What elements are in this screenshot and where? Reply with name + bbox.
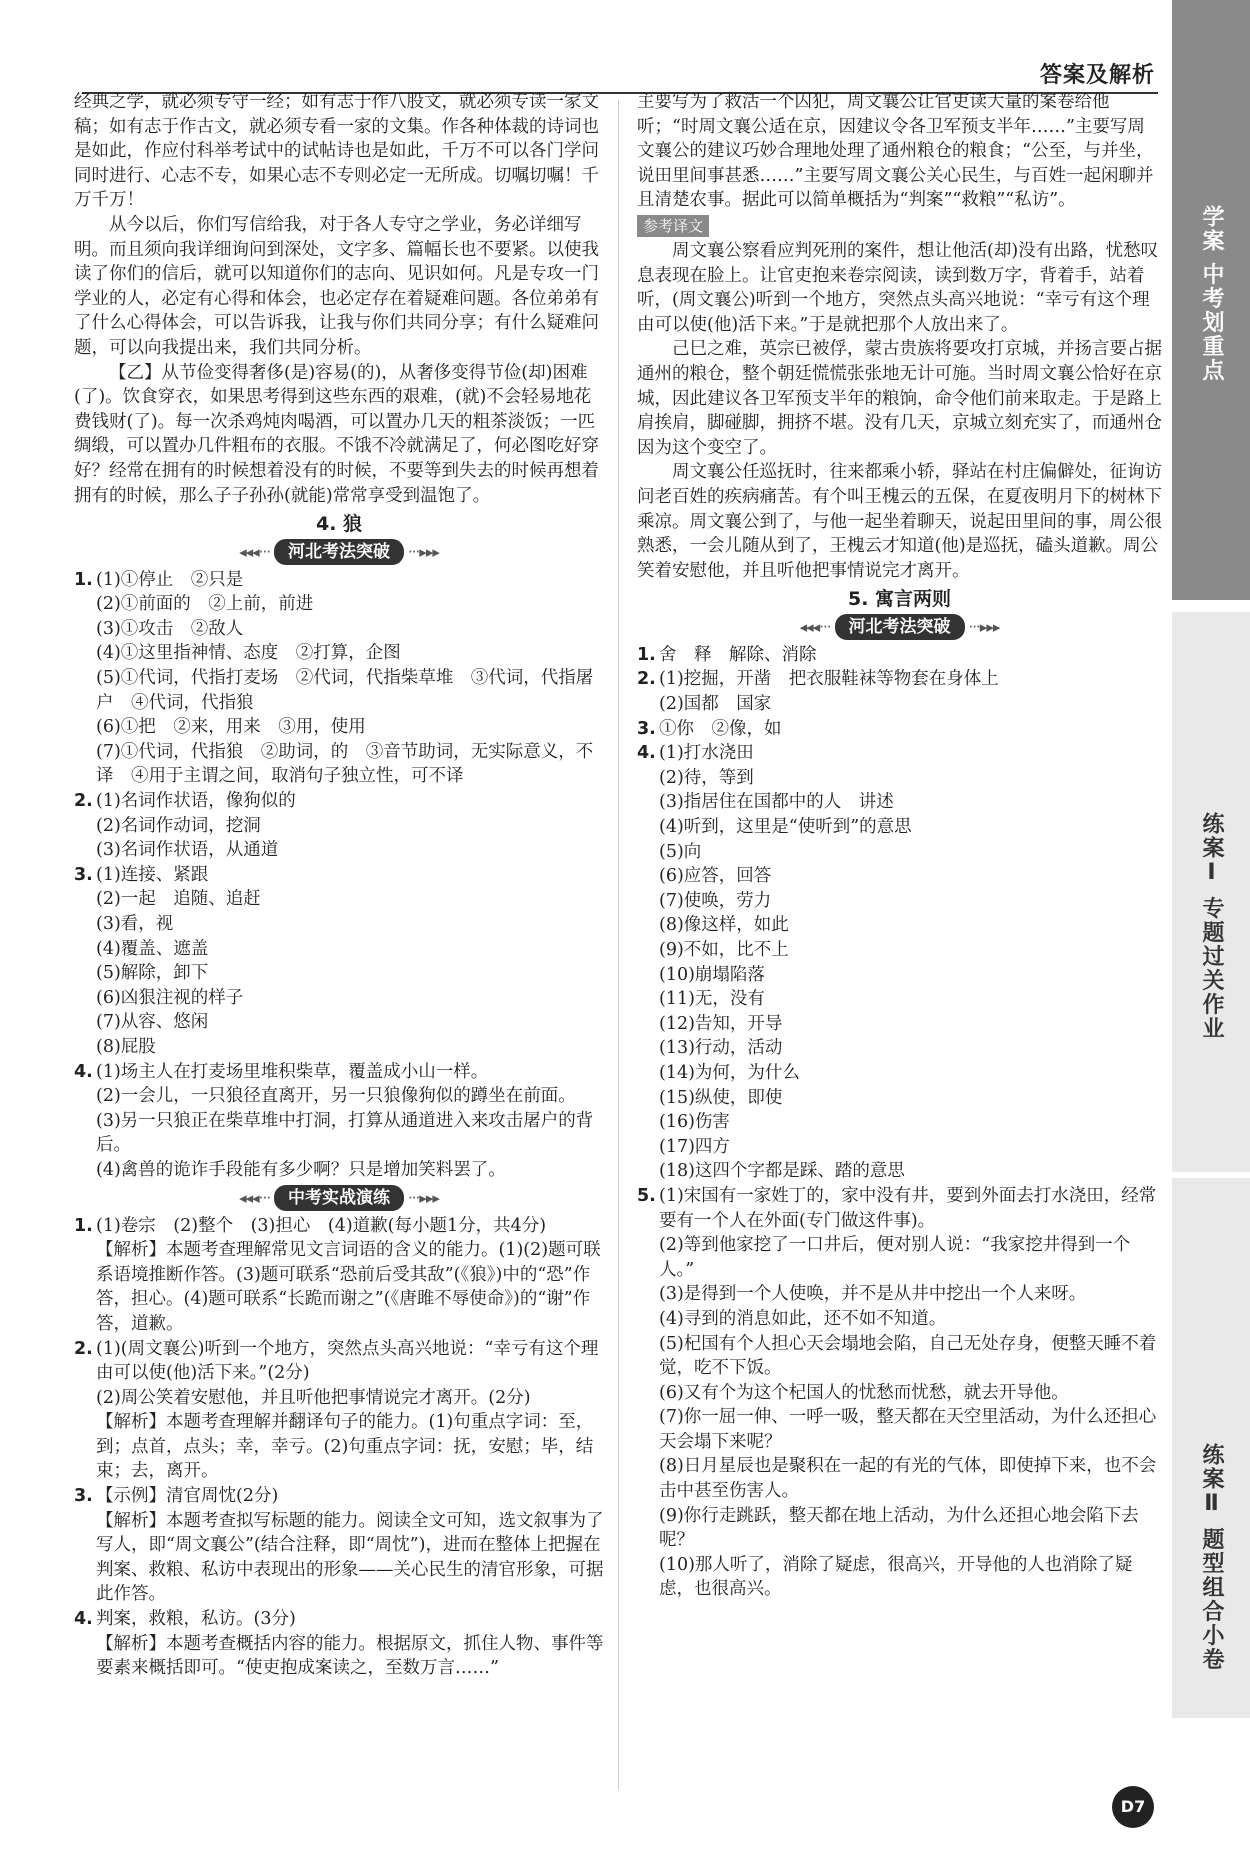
answer-line: (2)待，等到 <box>659 767 754 788</box>
answer-line: (3)名词作状语，从通道 <box>96 840 279 861</box>
translation-tag: 参考译文 <box>637 215 709 237</box>
analysis-continuation: 主要写为了救活一个囚犯，周文襄公让官吏读大量的案卷给他听；“时周文襄公适在京，因建议令各卫军预支半年……”主要写周文襄公的建议巧妙合理地处理了通州粮仓的粮食；“公至，与并坐，说田里间事甚悉……”主要写周文襄公关心民生，与百姓一起闲聊并且清楚农事。据此可以简单概括为“判案”“救粮”“私访”。 <box>637 92 1154 211</box>
answer-line: (3)是得到一个人使唤，并不是从井中挖出一个人来呀。 <box>659 1284 1087 1305</box>
answer-line: (2)①前面的 ②上前，前进 <box>96 594 314 615</box>
answer-number: 2. <box>74 1338 93 1359</box>
answer-line: (6)应答，回答 <box>659 866 772 887</box>
answer-item <box>637 667 1162 716</box>
answer-line: (7)从容、悠闲 <box>96 1012 209 1033</box>
answer-line: (1)挖掘，开凿 把衣服鞋袜等物套在身体上 <box>659 669 999 690</box>
answer-number: 4. <box>74 1061 93 1082</box>
answer-item <box>74 1060 604 1183</box>
answer-line: 判案，救粮，私访。(3分) <box>96 1609 296 1630</box>
answer-number: 1. <box>637 644 656 665</box>
answer-line: (1)名词作状语，像狗似的 <box>96 791 296 812</box>
answer-line: (3)看，视 <box>96 914 174 934</box>
column-divider <box>618 100 619 1790</box>
answer-number: 2. <box>637 669 656 690</box>
answer-line: 【解析】本题考查概括内容的能力。根据原文，抓住人物、事件等要素来概括即可。“使吏抱成案读之，至数万言……” <box>96 1633 604 1679</box>
banner-label: 河北考法突破 <box>274 539 404 565</box>
practice-list <box>74 1214 604 1681</box>
side-tab-practice-1-label: 练案Ⅰ 专题过关作业 <box>1199 812 1224 1041</box>
answer-item <box>74 1337 604 1485</box>
answer-line: (3)另一只狼正在柴草堆中打洞，打算从通道进入来攻击屠户的背后。 <box>96 1110 594 1156</box>
answer-line: 舍 释 解除、消除 <box>659 644 817 665</box>
answer-line: (6)①把 ②来，用来 ③用，使用 <box>96 717 366 738</box>
answer-item <box>74 1607 604 1681</box>
answer-line: (1)宋国有一家姓丁的，家中没有井，要到外面去打水浇田，经常要有一个人在外面(专门做这件事)。 <box>659 1185 1157 1231</box>
answer-number: 1. <box>74 569 93 590</box>
answer-item <box>637 643 1162 668</box>
answer-number: 4. <box>74 1609 93 1630</box>
answer-line: (7)使唤，劳力 <box>659 890 772 911</box>
translation-paragraph: 己巳之难，英宗已被俘，蒙古贵族将要攻打京城，并扬言要占据通州的粮仓，整个朝廷慌慌张张地无计可施。当时周文襄公恰好在京城，因此建议各卫军预支半年的粮饷，命令他们前来取走。于是路上肩挨肩，脚碰脚，拥挤不堪。没有几天，京城立刻充实了，而通州仓因为这个变空了。 <box>637 339 1162 458</box>
side-tab-practice-2[interactable] <box>1172 1178 1250 1718</box>
answer-line: (17)四方 <box>659 1136 730 1157</box>
answer-line: (2)周公笑着安慰他，并且听他把事情说完才离开。(2分) <box>96 1387 531 1408</box>
answer-number: 3. <box>74 1486 93 1507</box>
section-banner: ◂◂◂··· 河北考法突破 ···▸▸▸ <box>74 539 604 565</box>
answer-number: 3. <box>637 718 656 739</box>
answer-line: (4)禽兽的诡诈手段能有多少啊？只是增加笑料罢了。 <box>96 1159 506 1180</box>
answer-line: ①你 ②像，如 <box>659 718 782 739</box>
intro-paragraph: 【乙】从节俭变得奢侈(是)容易(的)，从奢侈变得节俭(却)困难(了)。饮食穿衣，如果思考得到这些东西的艰难，(就)不会轻易地花费钱财(了)。每一次杀鸡炖肉喝酒，可以置办几天的粗茶淡饭；一匹绸缎，可以置办几件粗布的衣服。不饿不冷就满足了，何必图吃好穿好？经常在拥有的时候想着没有的时候，不要等到失去的时候再想着拥有的时候，那么子子孙孙(就能)常常享受到温饱了。 <box>74 362 599 506</box>
answer-line: (15)纵使，即使 <box>659 1087 783 1108</box>
answer-item <box>74 863 604 1060</box>
answer-line: (4)覆盖、遮盖 <box>96 938 209 959</box>
answer-line: (7)①代词，代指狼 ②助词，的 ③音节助词，无实际意义，不译 ④用于主谓之间，取消句子独立性，可不译 <box>96 741 594 787</box>
section-banner: ◂◂◂··· 河北考法突破 ···▸▸▸ <box>637 614 1162 640</box>
answer-item <box>74 1484 604 1607</box>
answer-item <box>637 1184 1162 1602</box>
answer-line: (8)日月星辰也是聚积在一起的有光的气体，即使掉下来，也不会击中甚至伤害人。 <box>659 1456 1157 1502</box>
banner-label: 河北考法突破 <box>835 614 965 640</box>
answer-list <box>637 643 1162 1602</box>
page-number-badge: D7 <box>1112 1786 1154 1828</box>
answer-line: (4)寻到的消息如此，还不如不知道。 <box>659 1308 947 1329</box>
answer-line: (7)你一屈一伸、一呼一吸，整天都在天空里活动，为什么还担心天会塌下来呢？ <box>659 1407 1157 1452</box>
answer-line: (6)又有个为这个杞国人的忧愁而忧愁，就去开导他。 <box>659 1382 1069 1403</box>
translation-paragraph: 周文襄公察看应判死刑的案件，想让他活(却)没有出路，忧愁叹息表现在脸上。让官吏抱来卷宗阅读，读到数万字，背着手，站着听，(周文襄公)听到一个地方，突然点头高兴地说：“幸亏有这个理由可以使(他)活下来。”于是就把那个人放出来了。 <box>637 240 1159 335</box>
answer-line: (10)那人听了，消除了疑虑，很高兴，开导他的人也消除了疑虑，也很高兴。 <box>659 1554 1133 1600</box>
left-column <box>74 90 604 1681</box>
answer-line: (13)行动，活动 <box>659 1038 783 1059</box>
answer-line: (10)崩塌陷落 <box>659 964 765 985</box>
right-column <box>637 90 1162 1602</box>
answer-line: (1)(周文襄公)听到一个地方，突然点头高兴地说：“幸亏有这个理由可以使(他)活下来。”(2分) <box>96 1338 599 1384</box>
answer-number: 4. <box>637 743 656 764</box>
answer-line: (8)像这样，如此 <box>659 915 789 936</box>
answer-line: (8)屁股 <box>96 1036 156 1057</box>
answer-line: 【解析】本题考查理解常见文言词语的含义的能力。(1)(2)题可联系语境推断作答。(3)题可联系“恐前后受其敌”(《狼》)中的“恐”作答，担心。(4)题可联系“长跪而谢之”(《唐雎不辱使命》)的“谢”作答，道歉。 <box>96 1240 601 1334</box>
side-tab-practice-1[interactable] <box>1172 612 1250 1172</box>
answer-item <box>637 717 1162 742</box>
answer-line: (1)场主人在打麦场里堆积柴草，覆盖成小山一样。 <box>96 1061 489 1082</box>
answer-line: (5)杞国有个人担心天会塌地会陷，自己无处存身，便整天睡不着觉，吃不下饭。 <box>659 1333 1157 1379</box>
answer-line: (1)打水浇田 <box>659 743 754 764</box>
answer-line: (2)一会儿，一只狼径直离开，另一只狼像狗似的蹲坐在前面。 <box>96 1086 576 1107</box>
answer-line: (2)名词作动词，挖洞 <box>96 815 261 836</box>
side-tab-study-label: 学案 中考划重点 <box>1199 205 1224 383</box>
answer-line: (2)一起 追随、追赶 <box>96 889 261 910</box>
answer-line: (16)伤害 <box>659 1112 730 1133</box>
answer-line: (1)卷宗 (2)整个 (3)担心 (4)道歉(每小题1分，共4分) <box>96 1215 547 1236</box>
header-title: 答案及解析 <box>1039 63 1155 88</box>
answer-line: 【解析】本题考查理解并翻译句子的能力。(1)句重点字词：至，到；点首，点头；幸，幸亏。(2)句重点字词：抚，安慰；毕，结束；去，离开。 <box>96 1412 594 1482</box>
answer-line: (9)你行走跳跃，整天都在地上活动，为什么还担心地会陷下去呢？ <box>659 1505 1139 1551</box>
banner-label: 中考实战演练 <box>274 1185 404 1211</box>
answer-line: (2)等到他家挖了一口井后，便对别人说：“我家挖井得到一个人。” <box>659 1235 1131 1280</box>
answer-line: (9)不如，比不上 <box>659 940 789 960</box>
answer-line: (3)指居住在国都中的人 讲述 <box>659 792 894 813</box>
answer-line: (5)①代词，代指打麦场 ②代词，代指柴草堆 ③代词，代指屠户 ④代词，代指狼 <box>96 668 594 713</box>
answer-line: (12)告知，开导 <box>659 1013 783 1034</box>
answer-line: (3)①攻击 ②敌人 <box>96 618 244 639</box>
answer-line: (1)①停止 ②只是 <box>96 569 244 590</box>
side-tab-study[interactable] <box>1172 0 1250 600</box>
answer-line: (18)这四个字都是踩、踏的意思 <box>659 1161 905 1182</box>
answer-line: (4)听到，这里是“使听到”的意思 <box>659 817 912 838</box>
answer-line: (1)连接、紧跟 <box>96 864 209 885</box>
answer-list <box>74 568 604 1183</box>
answer-line: (11)无，没有 <box>659 989 765 1010</box>
answer-number: 5. <box>637 1185 656 1206</box>
answer-line: (14)为何，为什么 <box>659 1062 800 1083</box>
section-banner: ◂◂◂··· 中考实战演练 ···▸▸▸ <box>74 1185 604 1211</box>
answer-line: (2)国都 国家 <box>659 694 772 715</box>
answer-item <box>74 568 604 789</box>
answer-number: 2. <box>74 791 93 812</box>
intro-paragraph: 经典之学，就必须专守一经；如有志于作八股文，就必须专读一家文稿；如有志于作古文，就必须专看一家的文集。作各种体裁的诗词也是如此，作应付科举考试中的试帖诗也是如此，千万不可以各门学问同时进行、心志不专，如果心志不专则必定一无所成。切嘱切嘱！千万千万！ <box>74 92 599 211</box>
answer-line: (5)解除，卸下 <box>96 963 209 984</box>
answer-item <box>74 789 604 863</box>
section-title-fables: 5. 寓言两则 <box>847 588 952 611</box>
section-title-wolf: 4. 狼 <box>315 513 363 536</box>
answer-number: 3. <box>74 864 93 885</box>
answer-line: (5)向 <box>659 841 702 862</box>
answer-number: 1. <box>74 1215 93 1236</box>
translation-paragraph: 周文襄公任巡抚时，往来都乘小轿，驿站在村庄偏僻处，征询访问老百姓的疾病痛苦。有个叫王槐云的五保，在夏夜明月下的树林下乘凉。周文襄公到了，与他一起坐着聊天，说起田里间的事，周公很熟悉，一会儿随从到了，王槐云才知道(他)是巡抚，磕头道歉。周公笑着安慰他，并且听他把事情说完才离开。 <box>637 462 1162 581</box>
answer-line: 【示例】清官周忱(2分) <box>96 1486 279 1507</box>
answer-item <box>74 1214 604 1337</box>
intro-paragraph: 从今以后，你们写信给我，对于各人专守之学业，务必详细写明。而且须向我详细询问到深处，文字多、篇幅长也不要紧。以使我读了你们的信后，就可以知道你们的志向、见识如何。凡是专攻一门学业的人，必定有心得和体会，也必定存在着疑难问题。各位弟弟有了什么心得体会，可以告诉我，让我与你们共同分享；有什么疑难问题，可以向我提出来，我们共同分析。 <box>74 214 599 358</box>
side-tab-practice-2-label: 练案Ⅱ 题型组合小卷 <box>1199 1443 1224 1672</box>
answer-item <box>637 741 1162 1184</box>
answer-line: (6)凶狠注视的样子 <box>96 987 244 1008</box>
answer-line: (4)①这里指神情、态度 ②打算，企图 <box>96 643 401 664</box>
answer-line: 【解析】本题考查拟写标题的能力。阅读全文可知，选文叙事为了写人，即“周文襄公”(结合注释，即“周忱”)，进而在整体上把握在判案、救粮、私访中表现出的形象——关心民生的清官形象，可据此作答。 <box>96 1510 604 1605</box>
